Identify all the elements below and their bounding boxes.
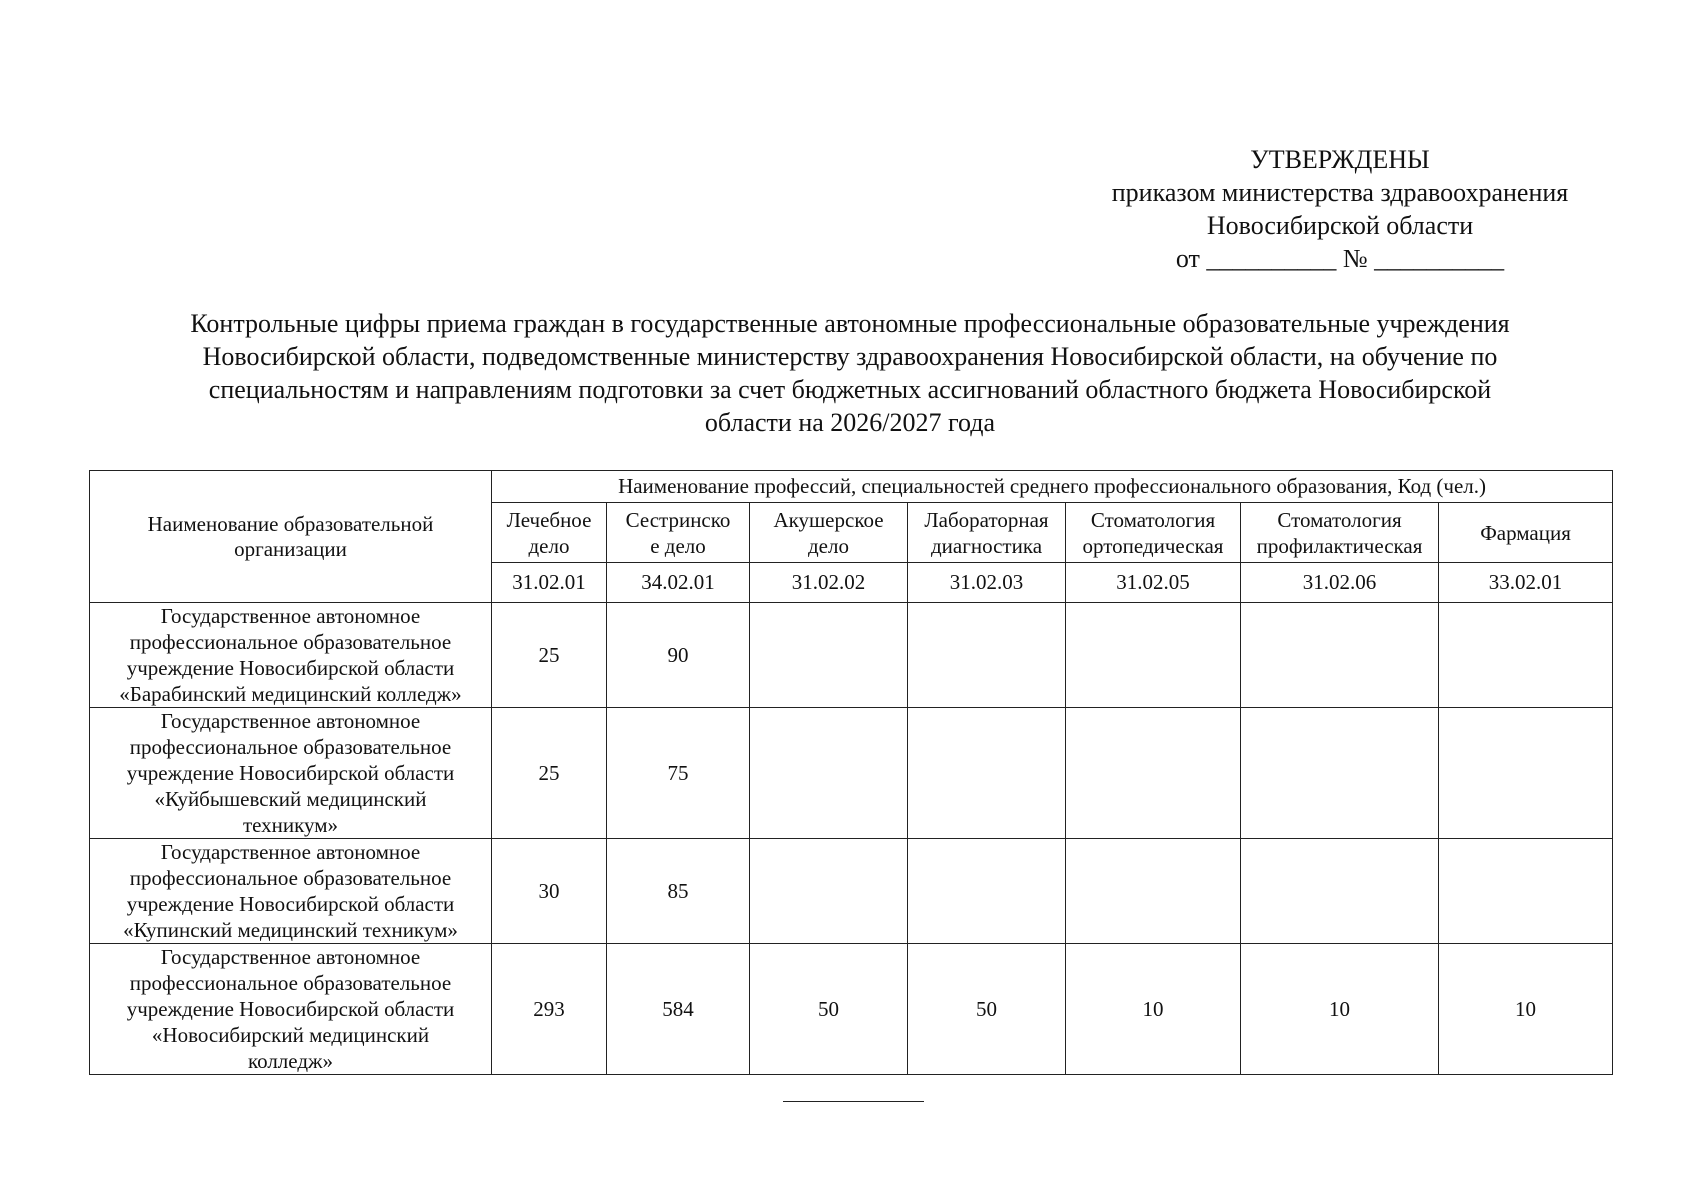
- column-code: 31.02.05: [1066, 563, 1241, 603]
- column-header-farmatsiya: Фармация: [1439, 503, 1613, 563]
- value-cell: [1439, 708, 1613, 839]
- column-code: 31.02.06: [1241, 563, 1439, 603]
- specialties-group-header: Наименование профессий, специальностей среднего профессионального образования, Код (чел.): [492, 471, 1613, 503]
- value-cell: 75: [607, 708, 750, 839]
- value-cell: [1066, 603, 1241, 708]
- column-header-stomatologiya-profilakticheskaya: Стоматология профилактическая: [1241, 503, 1439, 563]
- end-of-document-rule: [783, 1101, 924, 1102]
- value-cell: [908, 839, 1066, 944]
- value-cell: [1066, 839, 1241, 944]
- value-cell: [1241, 708, 1439, 839]
- value-cell: 25: [492, 708, 607, 839]
- admission-quota-table: [89, 470, 1613, 1075]
- value-cell: 25: [492, 603, 607, 708]
- column-code: 31.02.03: [908, 563, 1066, 603]
- value-cell: [750, 708, 908, 839]
- heading-line: Контрольные цифры приема граждан в государственные автономные профессиональные образовательные учреждения: [190, 309, 1510, 338]
- value-cell: 293: [492, 944, 607, 1075]
- value-cell: 50: [750, 944, 908, 1075]
- org-name-cell: Государственное автономное профессиональное образовательное учреждение Новосибирской области «Купинский медицинский техникум»: [90, 839, 492, 944]
- value-cell: [1241, 839, 1439, 944]
- value-cell: 50: [908, 944, 1066, 1075]
- org-name-cell: Государственное автономное профессиональное образовательное учреждение Новосибирской области «Барабинский медицинский колледж»: [90, 603, 492, 708]
- value-cell: [1241, 603, 1439, 708]
- approval-order-line: приказом министерства здравоохранения: [1111, 178, 1569, 207]
- value-cell: 90: [607, 603, 750, 708]
- document-heading: [100, 307, 1600, 439]
- table-row: [90, 708, 1613, 839]
- value-cell: [1066, 708, 1241, 839]
- column-header-lechebnoe-delo: Лечебное дело: [492, 503, 607, 563]
- table-row: [90, 839, 1613, 944]
- org-name-cell: Государственное автономное профессиональное образовательное учреждение Новосибирской области «Новосибирский медицинский колледж»: [90, 944, 492, 1075]
- value-cell: [908, 708, 1066, 839]
- approval-region-line: Новосибирской области: [1206, 211, 1474, 240]
- approval-date-number-line: от __________ № __________: [1175, 244, 1505, 273]
- column-code: 31.02.01: [492, 563, 607, 603]
- column-header-stomatologiya-ortopedicheskaya: Стоматология ортопедическая: [1066, 503, 1241, 563]
- column-header-sestrinskoe-delo: Сестринско е дело: [607, 503, 750, 563]
- column-header-akusherskoe-delo: Акушерское дело: [750, 503, 908, 563]
- column-code: 31.02.02: [750, 563, 908, 603]
- value-cell: [1439, 839, 1613, 944]
- org-column-header: Наименование образовательной организации: [90, 471, 492, 603]
- value-cell: 85: [607, 839, 750, 944]
- approval-block: [1040, 143, 1640, 275]
- value-cell: 10: [1439, 944, 1613, 1075]
- column-code: 34.02.01: [607, 563, 750, 603]
- table-row: [90, 603, 1613, 708]
- value-cell: 584: [607, 944, 750, 1075]
- heading-line: Новосибирской области, подведомственные министерству здравоохранения Новосибирской области, на обучение по: [202, 342, 1498, 371]
- value-cell: [750, 839, 908, 944]
- heading-line: области на 2026/2027 года: [704, 408, 996, 437]
- value-cell: 10: [1066, 944, 1241, 1075]
- org-name-cell: Государственное автономное профессиональное образовательное учреждение Новосибирской области «Куйбышевский медицинский техникум»: [90, 708, 492, 839]
- column-header-laboratornaya-diagnostika: Лабораторная диагностика: [908, 503, 1066, 563]
- table-row: [90, 944, 1613, 1075]
- heading-line: специальностям и направлениям подготовки за счет бюджетных ассигнований областного бюджета Новосибирской: [208, 375, 1492, 404]
- value-cell: 10: [1241, 944, 1439, 1075]
- column-code: 33.02.01: [1439, 563, 1613, 603]
- value-cell: [750, 603, 908, 708]
- value-cell: 30: [492, 839, 607, 944]
- value-cell: [1439, 603, 1613, 708]
- approval-title: УТВЕРЖДЕНЫ: [1250, 145, 1430, 174]
- value-cell: [908, 603, 1066, 708]
